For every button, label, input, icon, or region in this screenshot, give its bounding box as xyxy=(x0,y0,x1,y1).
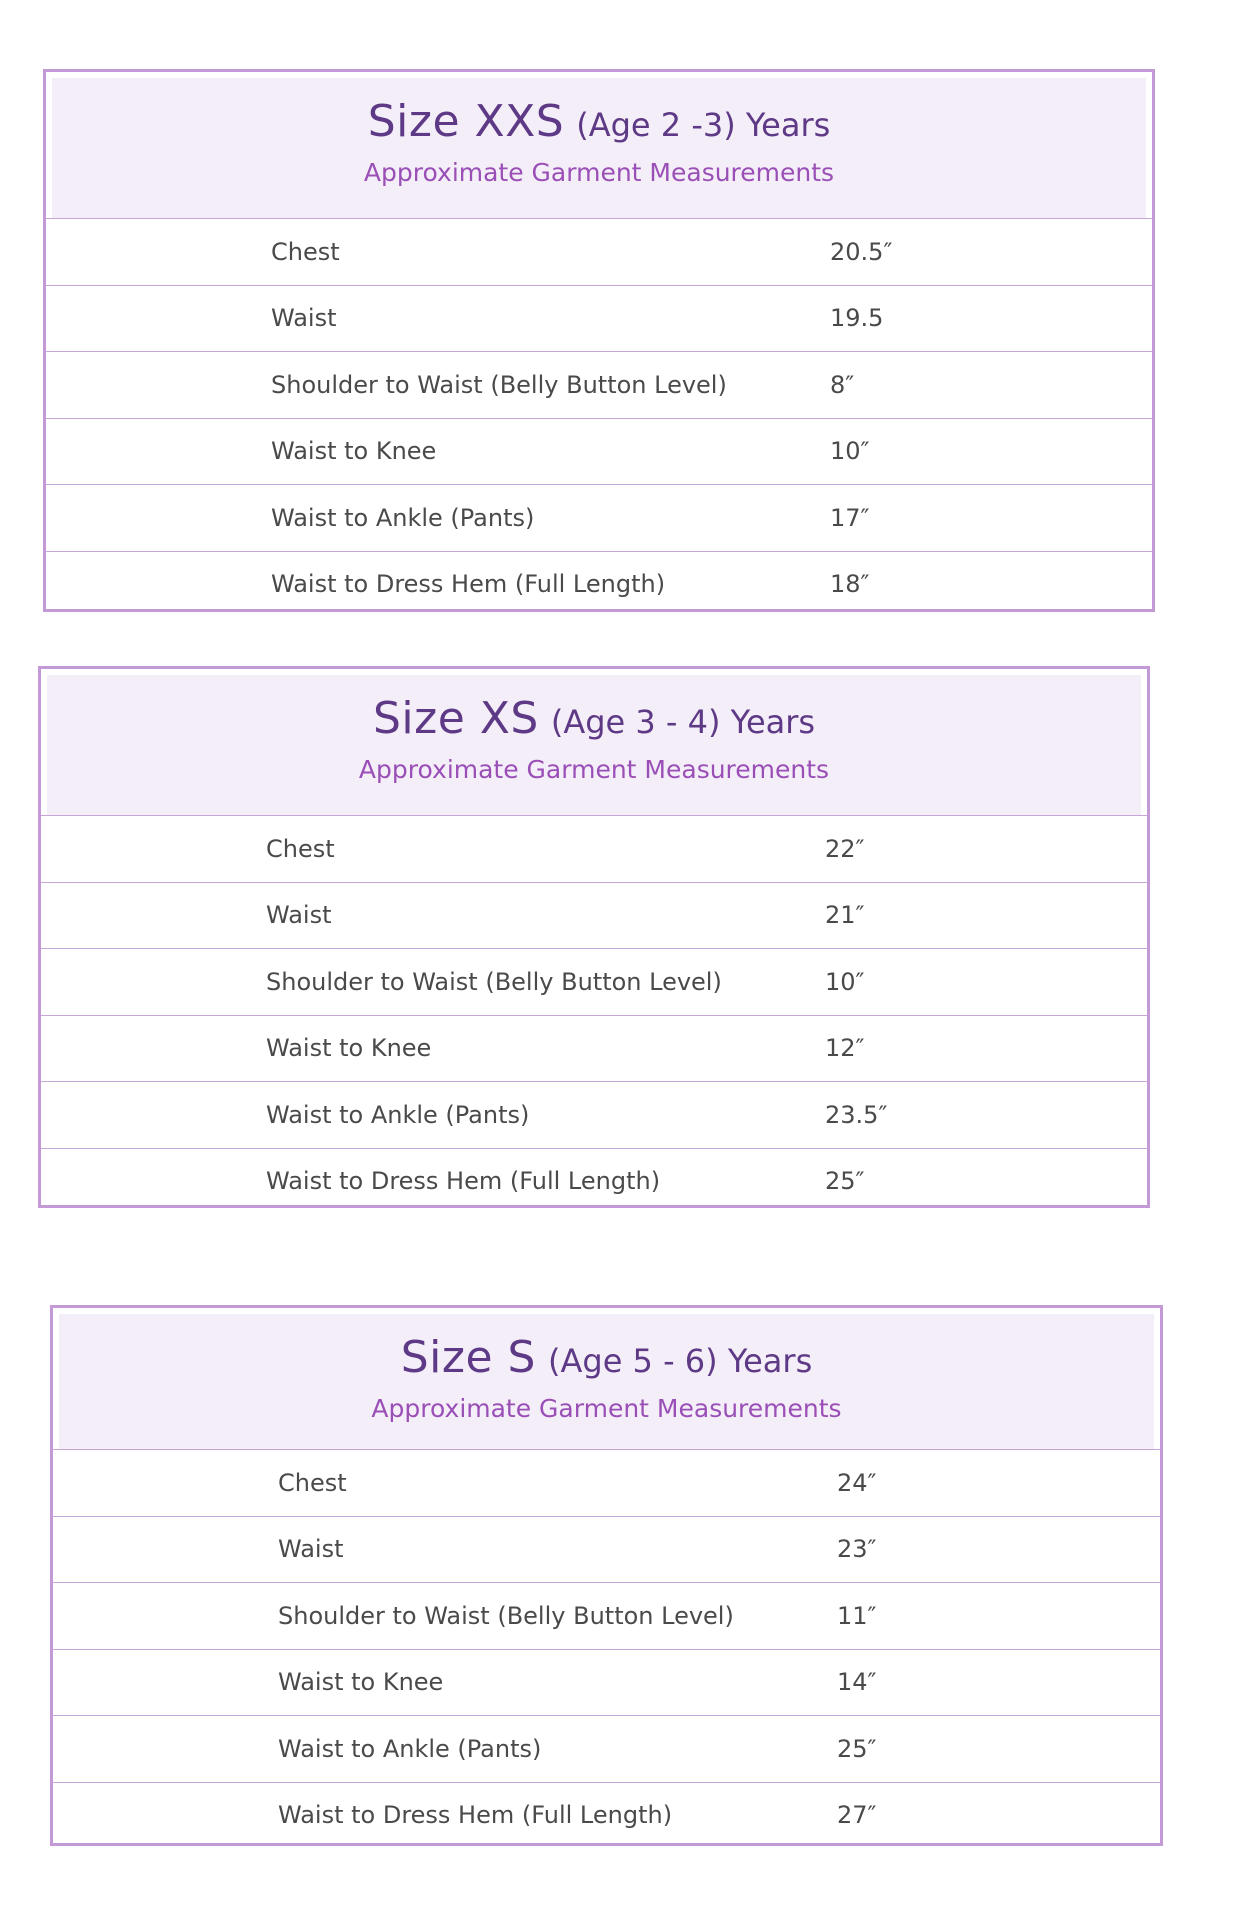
measurement-label: Waist to Ankle (Pants) xyxy=(271,503,535,532)
table-header xyxy=(52,78,1146,218)
measurement-label: Waist to Dress Hem (Full Length) xyxy=(278,1801,673,1830)
age-range: (Age 3 - 4) Years xyxy=(550,703,816,741)
measurement-label: Waist to Ankle (Pants) xyxy=(266,1100,530,1129)
table-row xyxy=(41,1015,1147,1082)
measurement-label: Waist xyxy=(271,304,337,333)
table-row xyxy=(53,1516,1160,1583)
measurement-value: 12″ xyxy=(825,1034,865,1063)
measurement-value: 21″ xyxy=(825,901,865,930)
measurement-label: Waist to Dress Hem (Full Length) xyxy=(266,1167,661,1196)
size-name: Size XS xyxy=(372,693,539,744)
measurement-label: Shoulder to Waist (Belly Button Level) xyxy=(271,370,727,399)
measurement-label: Chest xyxy=(266,834,335,863)
measurement-label: Waist xyxy=(278,1535,344,1564)
measurement-value: 20.5″ xyxy=(830,237,893,266)
table-title xyxy=(59,1332,1154,1383)
table-row xyxy=(41,1148,1147,1215)
table-row xyxy=(53,1715,1160,1782)
table-row xyxy=(46,285,1152,352)
measurement-value: 8″ xyxy=(830,370,855,399)
measurement-value: 17″ xyxy=(830,503,870,532)
table-row xyxy=(41,1081,1147,1148)
table-row xyxy=(46,351,1152,418)
table-row xyxy=(46,551,1152,618)
measurement-label: Waist xyxy=(266,901,332,930)
measurement-value: 27″ xyxy=(837,1801,877,1830)
table-subtitle: Approximate Garment Measurements xyxy=(363,158,835,187)
table-row xyxy=(46,418,1152,485)
measurement-label: Waist to Dress Hem (Full Length) xyxy=(271,570,666,599)
measurement-label: Waist to Ankle (Pants) xyxy=(278,1734,542,1763)
measurement-value: 11″ xyxy=(837,1601,877,1630)
table-row xyxy=(53,1582,1160,1649)
table-title xyxy=(52,96,1146,147)
table-row xyxy=(41,948,1147,1015)
measurement-value: 10″ xyxy=(825,967,865,996)
table-subtitle: Approximate Garment Measurements xyxy=(371,1394,842,1423)
measurement-label: Waist to Knee xyxy=(271,437,437,466)
table-header xyxy=(59,1314,1154,1449)
table-row xyxy=(53,1782,1160,1849)
measurement-value: 25″ xyxy=(837,1734,877,1763)
measurement-value: 19.5 xyxy=(830,304,884,333)
table-row xyxy=(53,1449,1160,1516)
table-row xyxy=(41,815,1147,882)
table-row xyxy=(46,484,1152,551)
table-title xyxy=(47,693,1141,744)
size-table-xxs xyxy=(43,69,1155,612)
size-table-xs xyxy=(38,666,1150,1208)
measurement-label: Waist to Knee xyxy=(266,1034,432,1063)
measurement-label: Chest xyxy=(278,1468,347,1497)
measurement-label: Shoulder to Waist (Belly Button Level) xyxy=(278,1601,734,1630)
measurement-value: 23.5″ xyxy=(825,1100,888,1129)
age-range: (Age 2 -3) Years xyxy=(576,106,831,144)
table-header xyxy=(47,675,1141,815)
size-table-s xyxy=(50,1305,1163,1846)
measurement-value: 23″ xyxy=(837,1535,877,1564)
table-row xyxy=(53,1649,1160,1716)
size-name: Size S xyxy=(400,1332,536,1383)
table-row xyxy=(46,218,1152,285)
measurement-value: 25″ xyxy=(825,1167,865,1196)
measurement-value: 14″ xyxy=(837,1668,877,1697)
table-subtitle: Approximate Garment Measurements xyxy=(358,755,830,784)
age-range: (Age 5 - 6) Years xyxy=(548,1342,813,1380)
measurement-value: 18″ xyxy=(830,570,870,599)
measurement-value: 22″ xyxy=(825,834,865,863)
measurement-label: Chest xyxy=(271,237,340,266)
measurement-value: 10″ xyxy=(830,437,870,466)
measurement-label: Waist to Knee xyxy=(278,1668,444,1697)
measurement-value: 24″ xyxy=(837,1468,877,1497)
table-row xyxy=(41,882,1147,949)
measurement-label: Shoulder to Waist (Belly Button Level) xyxy=(266,967,722,996)
size-name: Size XXS xyxy=(367,96,565,147)
